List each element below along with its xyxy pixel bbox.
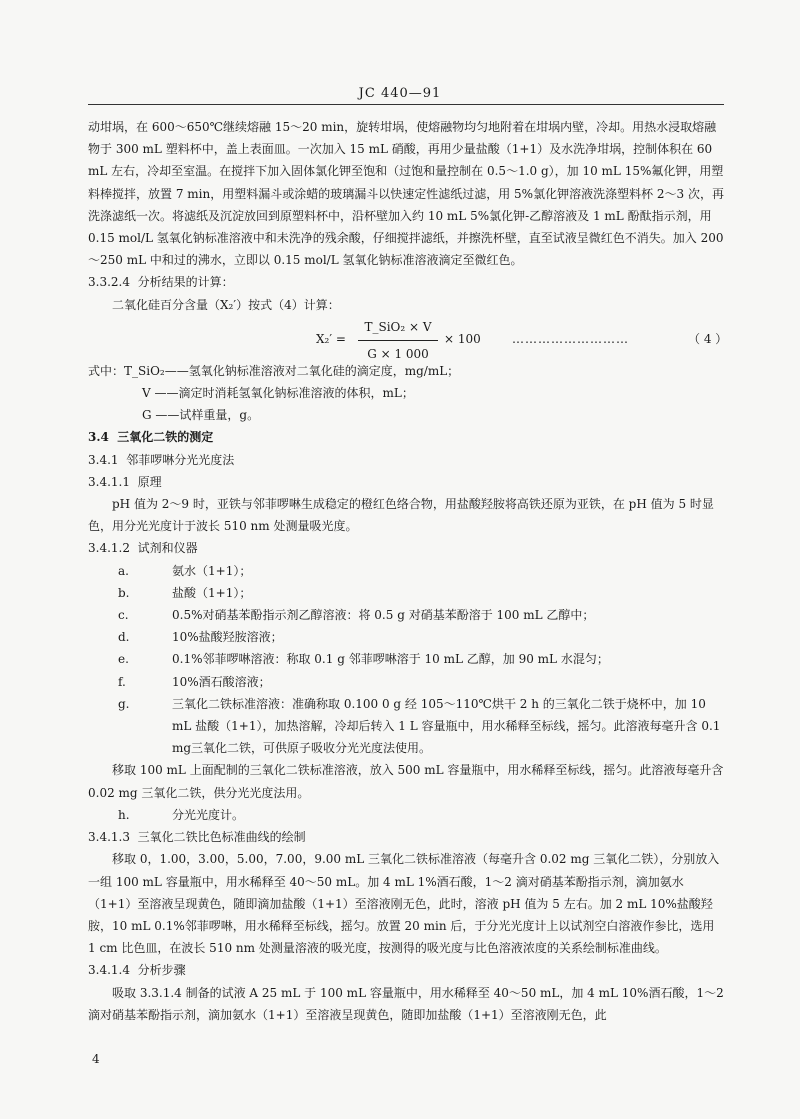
list-text: 盐酸（1+1）；: [172, 585, 252, 600]
page-content: [88, 116, 728, 1026]
section-title: 原理: [137, 474, 162, 489]
curve-paragraph: 移取 0，1.00，3.00，5.00，7.00，9.00 mL 三氧化二铁标准溶液（每毫升含 0.02 mg 三氧化二铁），分别放入一组 100 mL 容量瓶中，用水稀释至 40～50 mL。加 4 mL 1%酒石酸，1～2 滴对硝基苯酚指示剂，滴加氨水（1+1）至溶液呈现黄色，随即滴加盐酸（1+1）至溶液刚无色，此时，溶液 pH 值为 5 左右。加 2 mL 10%盐酸羟胺，10 mL 0.1%邻菲啰啉，用水稀释至标线，摇匀。放置 20 min 后，于分光光度计上以试剂空白溶液作参比，选用 1 cm 比色皿，在波长 510 nm 处测量溶液的吸光度，按测得的吸光度与比色溶液浓度的关系绘制标准曲线。: [88, 852, 720, 956]
list-label: e.: [118, 652, 129, 667]
list-text: 分光光度计。: [172, 807, 245, 822]
section-number: 3.3.2.4: [88, 275, 130, 290]
section-title: 试剂和仪器: [137, 541, 198, 556]
formula-leader-dots: ………………………: [512, 331, 629, 346]
list-label: a.: [118, 563, 129, 578]
section-title: 分析步骤: [137, 963, 186, 978]
formula-number: （ 4 ）: [688, 331, 728, 346]
list-text: 10%酒石酸溶液；: [172, 674, 271, 689]
variable-definitions: [88, 360, 724, 427]
formula-numerator: T_SiO₂ × V: [358, 316, 438, 341]
list-label: c.: [118, 608, 129, 623]
formula-lhs: X₂′ =: [316, 331, 346, 346]
section-number: 3.4.1.3: [88, 830, 130, 845]
dilution-paragraph: 移取 100 mL 上面配制的三氧化二铁标准溶液，放入 500 mL 容量瓶中，用水稀释至标线，摇匀。此溶液每毫升含 0.02 mg 三氧化二铁，供分光光度法用。: [88, 763, 724, 800]
formula-fraction: [358, 316, 438, 365]
list-text: 氨水（1+1）；: [172, 563, 252, 578]
definition-text: ——氢氧化钠标准溶液对二氧化硅的滴定度，mg/mL；: [164, 363, 460, 378]
formula-4: [88, 316, 728, 362]
section-title: 邻菲啰啉分光光度法: [126, 452, 235, 467]
definition-text: ——试样重量，g。: [155, 408, 260, 423]
calc-line: 二氧化硅百分含量（X₂′）按式（4）计算：: [112, 297, 340, 312]
section-title: 三氧化二铁的测定: [117, 430, 214, 445]
section-3-4-1-1: [88, 471, 724, 493]
list-text: 0.1%邻菲啰啉溶液：称取 0.1 g 邻菲啰啉溶于 10 mL 乙醇，加 90 mL 水混匀；: [172, 652, 609, 667]
list-item: [88, 693, 724, 760]
formula-denominator: G × 1 000: [367, 347, 429, 362]
definition-v: [88, 382, 724, 404]
list-text: 三氧化二铁标准溶液：准确称取 0.100 0 g 经 105～110℃烘干 2 h 的三氧化二铁于烧杯中，加 10 mL 盐酸（1+1），加热溶解，冷却后转入 1 L 容量瓶中，用水稀释至标线，摇匀。此溶液每毫升含 0.1 mg三氧化二铁，可供原子吸收分光光度法使用。: [172, 696, 721, 756]
list-label: h.: [118, 807, 130, 822]
steps-paragraph: 吸取 3.3.1.4 制备的试液 A 25 mL 于 100 mL 容量瓶中，用水稀释至 40～50 mL，加 4 mL 10%酒石酸，1～2 滴对硝基苯酚指示剂，滴加氨水（1+1）至溶液呈现黄色，随即加盐酸（1+1）至溶液刚无色，此: [88, 985, 724, 1022]
list-item: [88, 604, 724, 626]
header-rule: [88, 104, 724, 105]
reagent-list: [88, 560, 724, 760]
section-3-3-2-4: [88, 271, 724, 293]
section-3-4-1-3: [88, 826, 724, 848]
definition-symbol: 式中：T_SiO₂: [88, 363, 165, 378]
list-item: [88, 671, 724, 693]
section-number: 3.4: [88, 430, 109, 445]
section-title: 分析结果的计算：: [137, 275, 234, 290]
section-number: 3.4.1.2: [88, 541, 130, 556]
list-item: [88, 648, 724, 670]
section-3-4-1: [88, 449, 724, 471]
section-number: 3.4.1: [88, 452, 119, 467]
standard-code-header: JC 440—91: [358, 86, 442, 101]
section-number: 3.4.1.1: [88, 474, 130, 489]
list-label: b.: [118, 585, 130, 600]
list-label: d.: [118, 630, 130, 645]
page-number: 4: [92, 1052, 100, 1066]
definition-symbol: V: [142, 386, 151, 401]
list-label: g.: [118, 696, 130, 711]
section-3-4: [88, 426, 724, 448]
list-label: f.: [118, 674, 126, 689]
list-item: [88, 804, 724, 826]
section-title: 三氧化二铁比色标准曲线的绘制: [137, 830, 306, 845]
definition-text: ——滴定时消耗氢氧化钠标准溶液的体积，mL；: [154, 386, 414, 401]
section-number: 3.4.1.4: [88, 963, 130, 978]
paragraph-intro: 动坩埚，在 600～650℃继续熔融 15～20 min，旋转坩埚，使熔融物均匀地附着在坩埚内壁，冷却。用热水浸取熔融物于 300 mL 塑料杯中，盖上表面皿。一次加入 15 mL 硝酸，再用少量盐酸（1+1）及水洗净坩埚，控制体积在 60 mL 左右，冷却至室温。在搅拌下加入固体氯化钾至饱和（过饱和量控制在 0.5～1.0 g），加 10 mL 15%氟化钾，用塑料棒搅拌，放置 7 min，用塑料漏斗或涂蜡的玻璃漏斗以快速定性滤纸过滤，用 5%氯化钾溶液洗涤塑料杯 2～3 次，再洗涤滤纸一次。将滤纸及沉淀放回到原塑料杯中，沿杯壁加入约 10 mL 5%氯化钾-乙醇溶液及 1 mL 酚酞指示剂，用 0.15 mol/L 氢氧化钠标准溶液中和未洗净的残余酸，仔细搅拌滤纸，并擦洗杯壁，直至试液呈微红色不消失。加入 200～250 mL 中和过的沸水，立即以 0.15 mol/L 氢氧化钠标准溶液滴定至微红色。: [88, 120, 724, 268]
list-item: [88, 626, 724, 648]
list-item: [88, 582, 724, 604]
definition-symbol: G: [142, 408, 152, 423]
definition-g: [88, 404, 724, 426]
list-text: 10%盐酸羟胺溶液；: [172, 630, 283, 645]
formula-multiplier: × 100: [444, 331, 481, 346]
list-text: 0.5%对硝基苯酚指示剂乙醇溶液：将 0.5 g 对硝基苯酚溶于 100 mL 乙醇中；: [172, 608, 595, 623]
principle-paragraph: pH 值为 2～9 时，亚铁与邻菲啰啉生成稳定的橙红色络合物，用盐酸羟胺将高铁还原为亚铁，在 pH 值为 5 时显色，用分光光度计于波长 510 nm 处测量吸光度。: [88, 497, 714, 534]
section-3-4-1-4: [88, 959, 724, 981]
list-item: [88, 560, 724, 582]
section-3-4-1-2: [88, 537, 724, 559]
